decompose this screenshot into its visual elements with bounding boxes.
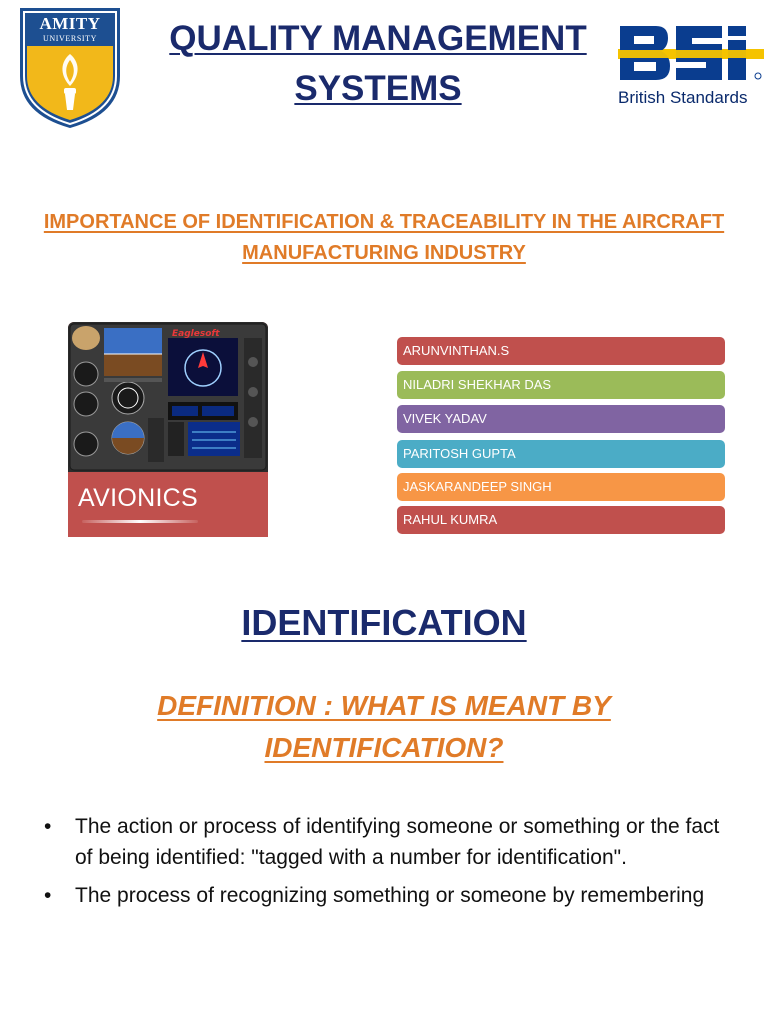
cockpit-panel-image <box>68 322 268 472</box>
team-member-6: RAHUL KUMRA <box>397 506 725 534</box>
team-member-3: VIVEK YADAV <box>397 405 725 433</box>
bullet-icon: • <box>44 815 52 838</box>
bullet-item <box>44 881 734 912</box>
amity-university-logo <box>8 2 134 136</box>
avionics-label: AVIONICS <box>78 484 199 512</box>
definition-heading: DEFINITION : WHAT IS MEANT BY IDENTIFICATION? <box>157 690 611 763</box>
bullet-text: The action or process of identifying someone or something or the fact of being identified: "tagged with a number for identification". <box>75 815 720 869</box>
section-heading <box>0 602 768 644</box>
bullet-list <box>44 812 734 920</box>
bullet-text: The process of recognizing something or someone by remembering <box>75 884 705 907</box>
avionics-card <box>68 322 268 537</box>
bsi-logo <box>618 22 766 112</box>
section-heading-text: IDENTIFICATION <box>241 602 527 643</box>
bsi-caption: British Standards <box>618 88 748 107</box>
bsi-mark-icon <box>618 22 764 84</box>
amity-name: AMITY <box>39 14 101 33</box>
amity-subtitle: UNIVERSITY <box>43 34 97 43</box>
eaglesoft-brand-text: Eaglesoft <box>172 329 220 339</box>
team-member-5: JASKARANDEEP SINGH <box>397 473 725 501</box>
team-member-4: PARITOSH GUPTA <box>397 440 725 468</box>
team-member-1: ARUNVINTHAN.S <box>397 337 725 365</box>
bullet-icon: • <box>44 884 52 907</box>
page-title-text: QUALITY MANAGEMENT SYSTEMS <box>169 19 587 108</box>
subtitle: IMPORTANCE OF IDENTIFICATION & TRACEABILITY IN THE AIRCRAFT MANUFACTURING INDUSTRY <box>43 211 725 264</box>
bullet-item <box>44 812 734 873</box>
avionics-underline <box>82 520 198 523</box>
page-title <box>140 14 616 114</box>
team-member-2: NILADRI SHEKHAR DAS <box>397 371 725 399</box>
